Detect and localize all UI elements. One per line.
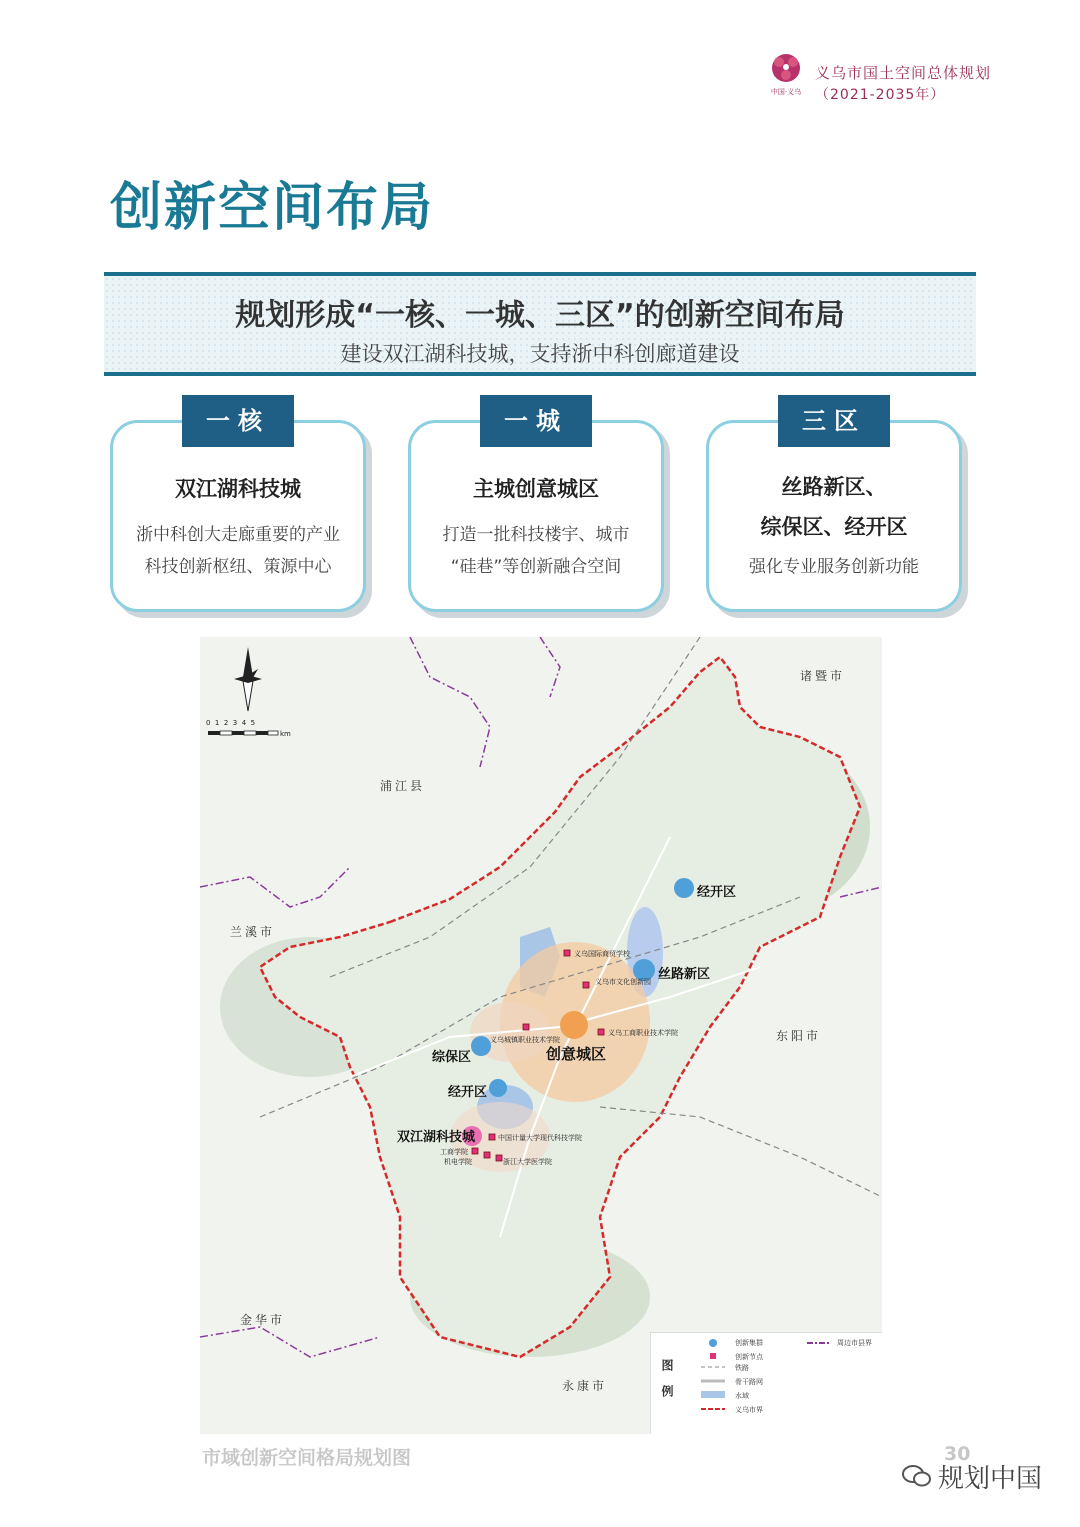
banner-main-text: 规划形成“一核、一城、三区”的创新空间布局 [235, 298, 845, 333]
wechat-icon [902, 1464, 932, 1488]
node-icon [496, 1155, 502, 1161]
card-title: 双江湖科技城 [175, 477, 301, 501]
card-city [408, 407, 664, 612]
cluster-icon [489, 1079, 507, 1097]
legend-item: 义乌市界 [735, 1406, 763, 1414]
card-description [715, 551, 953, 583]
card-description [119, 519, 357, 583]
legend-title: 图例 [660, 1359, 674, 1411]
legend-item: 骨干路网 [735, 1378, 763, 1386]
card-zones [706, 407, 962, 612]
header-title: 义乌市国土空间总体规划 [815, 64, 992, 82]
node-label: 中国计量大学现代科技学院 [498, 1134, 582, 1142]
node-icon [564, 950, 570, 956]
node-icon [472, 1148, 478, 1154]
node-icon [484, 1152, 490, 1158]
node-icon [523, 1024, 529, 1030]
neighbor-label: 兰溪市 [230, 925, 276, 939]
legend-item: 创新节点 [735, 1353, 763, 1361]
legend-item: 创新集群 [735, 1339, 763, 1347]
card-desc-line: “硅巷”等创新融合空间 [450, 557, 622, 577]
neighbor-label: 永康市 [562, 1379, 608, 1393]
node-icon [583, 982, 589, 988]
legend-item: 水域 [735, 1392, 749, 1400]
legend-item: 铁路 [735, 1364, 749, 1372]
node-label: 工商学院 [440, 1148, 468, 1156]
node-label: 义乌国际商贸学校 [574, 950, 630, 958]
map-caption: 市域创新空间格局规划图 [202, 1447, 412, 1469]
banner-sub-text: 建设双江湖科技城，支持浙中科创廊道建设 [340, 342, 740, 366]
card-description [417, 519, 655, 583]
card-desc-line: 浙中科创大走廊重要的产业 [136, 525, 340, 545]
card-title: 主城创意城区 [473, 477, 599, 501]
summary-banner [104, 272, 976, 376]
header-years: （2021-2035年） [815, 87, 946, 103]
scale-unit: km [280, 730, 291, 738]
card-desc-line: 打造一批科技楼宇、城市 [442, 525, 630, 545]
map-legend [650, 1332, 882, 1434]
page-number: 30 [944, 1443, 971, 1465]
card-desc-line: 强化专业服务创新功能 [749, 557, 919, 577]
node-icon [489, 1134, 495, 1140]
scale-bar [208, 731, 278, 735]
card-tag: 一城 [480, 395, 592, 447]
zone-label: 综保区 [432, 1050, 472, 1065]
watermark-text: 规划中国 [938, 1464, 1043, 1494]
zone-label: 双江湖科技城 [397, 1130, 476, 1145]
card-desc-line: 科技创新枢纽、策源中心 [144, 557, 332, 577]
page-title: 创新空间布局 [110, 178, 435, 238]
node-icon [598, 1029, 604, 1035]
neighbor-label: 金华市 [240, 1313, 286, 1327]
card-title [709, 467, 959, 547]
card-tag: 一核 [182, 395, 294, 447]
node-label: 浙江大学医学院 [503, 1158, 552, 1166]
zone-label: 丝路新区 [658, 967, 711, 982]
zone-label: 经开区 [448, 1085, 488, 1100]
north-arrow-icon [234, 647, 262, 711]
card-core [110, 407, 366, 612]
card-tag: 三区 [778, 395, 890, 447]
node-label: 义乌城镇职业技术学院 [490, 1036, 560, 1044]
innovation-map [200, 637, 882, 1434]
legend-item: 周边市县界 [837, 1339, 872, 1347]
neighbor-label: 东阳市 [776, 1029, 822, 1043]
zone-label: 经开区 [697, 885, 737, 900]
cluster-icon [560, 1011, 588, 1039]
node-label: 机电学院 [444, 1158, 472, 1166]
cluster-icon [674, 878, 694, 898]
neighbor-label: 浦江县 [380, 779, 426, 793]
logo-text: 中国·义乌 [770, 88, 802, 96]
zone-label: 创意城区 [546, 1045, 607, 1063]
card-title-line: 丝路新区、 [781, 475, 887, 499]
city-logo [764, 50, 808, 106]
neighbor-label: 诸暨市 [800, 669, 846, 683]
node-label: 义乌工商职业技术学院 [608, 1029, 678, 1037]
card-title-line: 综保区、经开区 [760, 515, 908, 539]
cluster-icon [471, 1036, 491, 1056]
node-label: 义乌市文化创新园 [595, 978, 651, 986]
scale-ticks: 0 1 2 3 4 5 [206, 719, 256, 727]
